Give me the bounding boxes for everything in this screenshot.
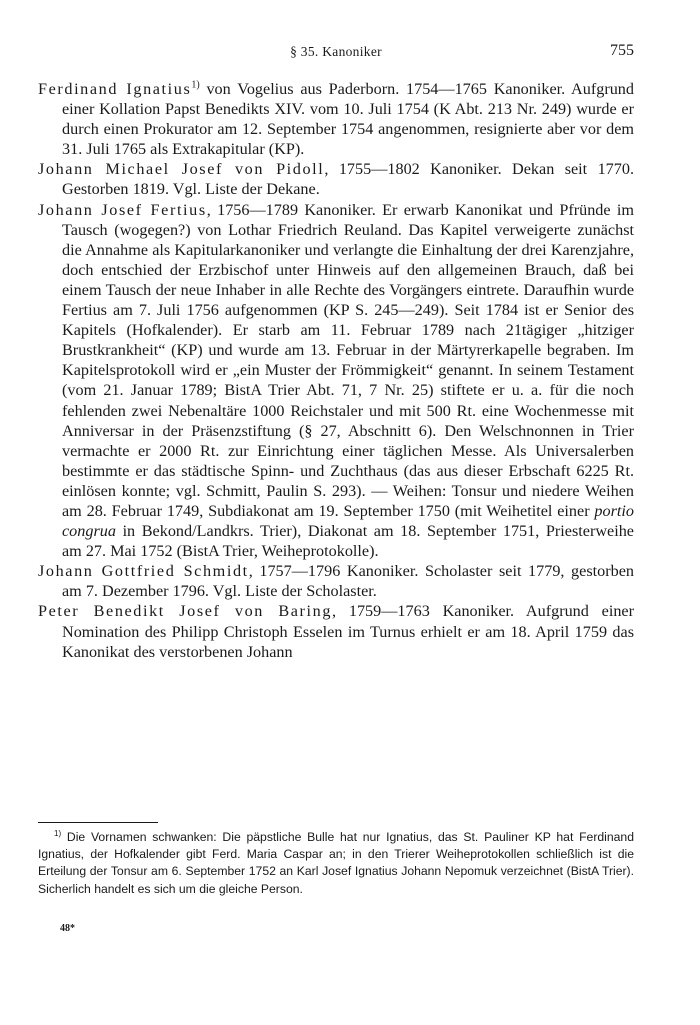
printer-signature: 48* <box>60 923 75 934</box>
footnote <box>38 829 634 898</box>
entry-name: Johann Michael Josef von Pidoll <box>38 160 325 179</box>
entry-text-continued: in Bekond/Landkrs. Trier), Diakonat am 18. September 1751, Priesterweihe am 27. Mai 1752 (BistA Trier, Weiheprotokolle). <box>62 522 634 561</box>
entry-name: Peter Benedikt Josef von Baring <box>38 602 333 621</box>
footnote-text: Die Vornamen schwanken: Die päpstliche Bulle hat nur Ignatius, das St. Pauliner KP hat Ferdinand Ignatius, der Hofkalender gibt Ferd. Maria Caspar an; in den Trierer Weiheprotokollen schließlich ist die Erteilung der Tonsur am 6. September 1752 an Karl Josef Ignatius Johann Nepomuk verzeichnet (BistA Trier). Sicherlich handelt es sich um die gleiche Person. <box>38 830 634 896</box>
footnote-reference: 1) <box>191 79 200 91</box>
entry-name: Johann Gottfried Schmidt <box>38 562 249 581</box>
entry-text: , 1759—1763 Kanoniker. Aufgrund einer Nomination des Philipp Christoph Esselen im Turnus erhielt er am 18. April 1759 das Kanonikat des verstorbenen Johann <box>62 602 634 661</box>
entry-pidoll <box>38 159 634 199</box>
entry-name: Ferdinand Ignatius <box>38 80 192 98</box>
running-header <box>38 44 634 64</box>
entry-baring <box>38 601 634 661</box>
entry-text: , 1757—1796 Kanoniker. Scholaster seit 1779, gestorben am 7. Dezember 1796. Vgl. Liste der Scholaster. <box>62 562 634 601</box>
entry-fertius <box>38 200 634 562</box>
entry-italic-term: portio congrua <box>62 501 634 541</box>
entry-text: , 1755—1802 Kanoniker. Dekan seit 1770. Gestorben 1819. Vgl. Liste der Dekane. <box>62 160 634 199</box>
section-title: § 35. Kanoniker <box>290 44 382 59</box>
page-number: 755 <box>610 42 634 59</box>
footnote-divider <box>38 822 158 823</box>
footnote-mark: 1) <box>54 828 62 838</box>
entry-name: Johann Josef Fertius <box>38 200 207 219</box>
entry-text: von Vogelius aus Paderborn. 1754—1765 Kanoniker. Aufgrund einer Kollation Papst Benedikts XIV. vom 10. Juli 1754 (K Abt. 213 Nr. 249) wurde er durch einen Prokurator am 12. September 1754 angenommen, resignierte aber vor dem 31. Juli 1765 als Extrakapitular (KP). <box>62 80 634 159</box>
entry-schmidt <box>38 561 634 601</box>
entry-text: , 1756—1789 Kanoniker. Er erwarb Kanonikat und Pfründe im Tausch (wogegen?) von Lothar Friedrich Reuland. Das Kapitel verweigerte zunächst die Annahme als Kapitularkanoniker und verlangte die Einhaltung der drei Karenzjahre, doch entschied der Erzbischof unter Hinweis auf den allgemeinen Brauch, daß bei einem Tausch der neue Inhaber in alle Rechte des Vorgängers eintrete. Daraufhin wurde Fertius am 7. Juli 1756 aufgenommen (KP S. 245—249). Seit 1784 ist er Senior des Kapitels (Hofkalender). Er starb am 11. Februar 1789 nach 21tägiger „hitziger Brustkrankheit“ (KP) und wurde am 13. Februar in der Märtyrerkapelle begraben. Im Kapitelsprotokoll wird er „ein Muster der Frömmigkeit“ genannt. In seinem Testament (vom 21. Januar 1789; BistA Trier Abt. 71, 7 Nr. 25) stiftete er u. a. für die noch fehlenden zwei Nebenaltäre 1000 Reichstaler und mit 500 Rt. eine Wochenmesse mit Anniversar in der Präsenzstiftung (§ 27, Abschnitt 6). Den Welschnonnen in Trier vermachte er 2000 Rt. zur Einrichtung einer täglichen Messe. Als Universalerben bestimmte er das städtische Spinn- und Zuchthaus (das aus dieser Erbschaft 6225 Rt. einlösen konnte; vgl. Schmitt, Paulin S. 293). — Weihen: Tonsur und niedere Weihen am 28. Februar 1749, Subdiakonat am 19. September 1750 (mit Weihetitel einer <box>62 200 634 520</box>
entry-vogelius <box>38 79 634 159</box>
page-body <box>38 79 634 662</box>
